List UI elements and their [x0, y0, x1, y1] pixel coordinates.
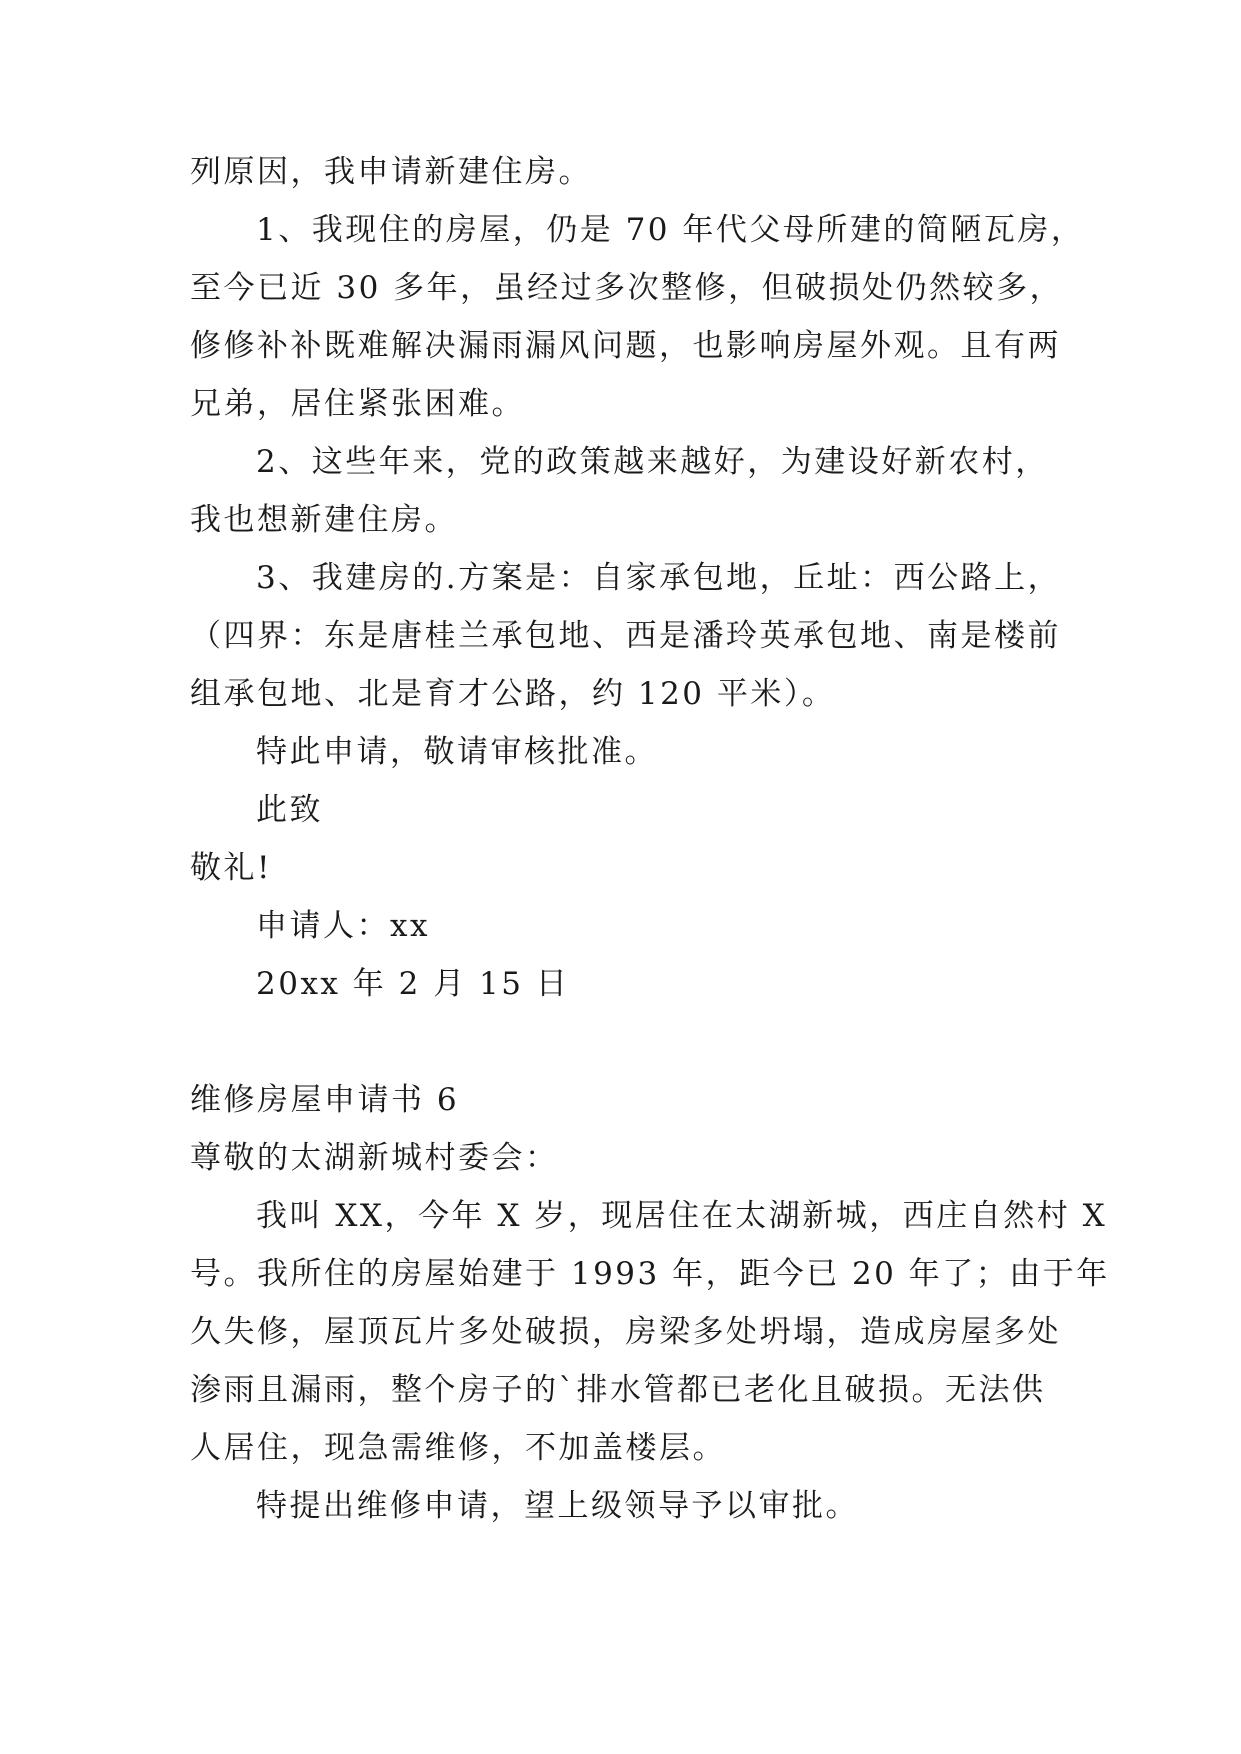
text-line: 此致	[256, 792, 323, 828]
text-line: 申请人：xx	[256, 908, 430, 944]
text-line: 列原因，我申请新建住房。	[190, 154, 592, 190]
text-line: 1、我现住的房屋，仍是 70 年代父母所建的简陋瓦房，	[256, 212, 1085, 248]
text-line: 2、这些年来，党的政策越来越好，为建设好新农村，	[256, 444, 1049, 480]
text-line: 我也想新建住房。	[190, 502, 458, 538]
text-line: 兄弟，居住紧张困难。	[190, 386, 525, 422]
salutation: 尊敬的太湖新城村委会：	[190, 1140, 559, 1176]
text-line: 敬礼!	[190, 850, 272, 886]
text-line: 修修补补既难解决漏雨漏风问题，也影响房屋外观。且有两	[190, 328, 1061, 364]
text-line: 我叫 XX，今年 X 岁，现居住在太湖新城，西庄自然村 X	[256, 1198, 1108, 1234]
text-line: 号。我所住的房屋始建于 1993 年，距今已 20 年了；由于年	[190, 1256, 1110, 1292]
section-title: 维修房屋申请书 6	[190, 1082, 460, 1118]
text-line: 3、我建房的.方案是：自家承包地，丘址：西公路上，	[256, 560, 1062, 596]
text-line: 特此申请，敬请审核批准。	[256, 734, 658, 770]
text-line: 组承包地、北是育才公路，约 120 平米）。	[190, 676, 836, 712]
text-line: 至今已近 30 多年，虽经过多次整修，但破损处仍然较多，	[190, 270, 1064, 306]
text-line: 20xx 年 2 月 15 日	[256, 966, 570, 1002]
text-line: 特提出维修申请，望上级领导予以审批。	[256, 1488, 859, 1524]
text-line: （四界：东是唐桂兰承包地、西是潘玲英承包地、南是楼前	[190, 618, 1061, 654]
text-line: 人居住，现急需维修，不加盖楼层。	[190, 1430, 726, 1466]
text-line: 渗雨且漏雨，整个房子的`排水管都已老化且破损。无法供	[190, 1372, 1046, 1408]
text-line: 久失修，屋顶瓦片多处破损，房梁多处坍塌，造成房屋多处	[190, 1314, 1061, 1350]
